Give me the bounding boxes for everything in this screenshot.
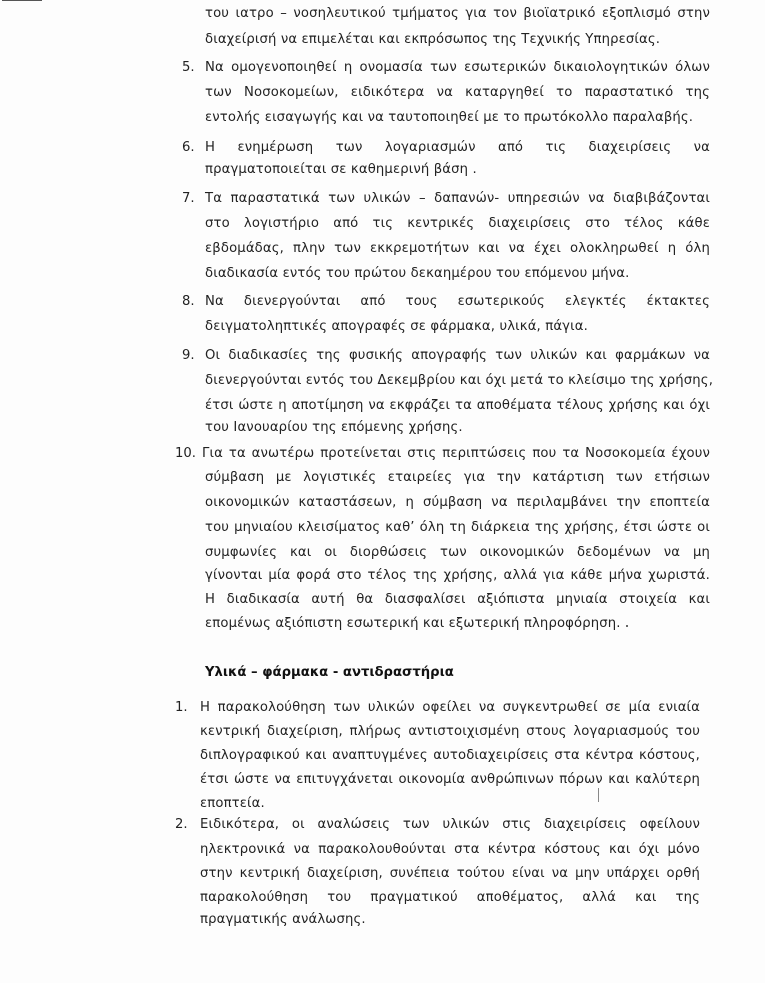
item-number: 1. [175,700,188,715]
item-line: παρακολούθηση του πραγματικού αποθέματος, αλλά και της [200,890,700,905]
item-line: εποπτεία. [200,796,265,811]
section-heading: Υλικά – φάρμακα - αντιδραστήρια [205,665,454,680]
item-number: 2. [175,817,188,832]
item-line: ηλεκτρονικά να παρακολουθούνται στα κέντρα κόστους και όχι μόνο [200,842,700,857]
scan-mark [598,788,599,802]
item-line: του μηνιαίου κλεισίματος καθ’ όλη τη διάρκεια της χρήσης, έτσι ώστε οι [205,520,710,535]
item-number: 9. [182,348,195,363]
scan-speck [626,625,628,627]
item-line: πραγματικής ανάλωσης. [200,912,366,927]
continuation-line-1: του ιατρο – νοσηλευτικού τμήματος για τον βιοϊατρικό εξοπλισμό στην [205,6,710,21]
item-line: συμφωνίες και οι διορθώσεις των οικονομικών δεδομένων να μη [205,545,710,560]
item-number: 6. [182,140,195,155]
item-line: διπλογραφικού και αναπτυγμένες αυτοδιαχειρίσεις στα κέντρα κόστους, [200,748,700,763]
item-line: Η ενημέρωση των λογαριασμών από τις διαχειρίσεις να [205,140,710,155]
item-line: Να διενεργούνται από τους εσωτερικούς ελεγκτές έκτακτες [205,294,710,309]
item-line: των Νοσοκομείων, ειδικότερα να καταργηθεί το παραστατικό της [205,85,710,100]
item-number: 5. [182,60,195,75]
scan-edge-mark [2,0,42,4]
item-line: πραγματοποιείται σε καθημερινή βάση . [205,162,477,177]
item-line: Να ομογενοποιηθεί η ονομασία των εσωτερικών δικαιολογητικών όλων [205,60,710,75]
item-line: του Ιανουαρίου της επόμενης χρήσης. [205,420,463,435]
item-line: δειγματοληπτικές απογραφές σε φάρμακα, υλικά, πάγια. [205,319,588,334]
item-line: Για τα ανωτέρω προτείνεται στις περιπτώσεις που τα Νοσοκομεία έχουν [202,446,710,461]
item-line: διενεργούνται εντός του Δεκεμβρίου και όχι μετά το κλείσιμο της χρήσης, [205,373,714,388]
item-line: επομένως αξιόπιστη εσωτερική και εξωτερική πληροφόρηση. [205,616,621,631]
item-line: κεντρική διαχείριση, πλήρως αντιστοιχισμένη στους λογαριασμούς του [200,724,700,739]
item-line: έτσι ώστε η αποτίμηση να εκφράζει τα αποθέματα τέλους χρήσης και όχι [205,398,710,413]
item-line: σύμβαση με λογιστικές εταιρείες για την κατάρτιση των ετήσιων [205,470,710,485]
item-line: Τα παραστατικά των υλικών – δαπανών- υπηρεσιών να διαβιβάζονται [205,191,710,206]
item-line: στο λογιστήριο από τις κεντρικές διαχειρίσεις στο τέλος κάθε [205,216,710,231]
item-line: εβδομάδας, πλην των εκκρεμοτήτων και να έχει ολοκληρωθεί η όλη [205,241,710,256]
item-line: οικονομικών καταστάσεων, η σύμβαση να περιλαμβάνει την εποπτεία [205,495,710,510]
item-line: Η διαδικασία αυτή θα διασφαλίσει αξιόπιστα μηνιαία στοιχεία και [205,592,710,607]
item-line: διαδικασία εντός του πρώτου δεκαημέρου του επόμενου μήνα. [205,266,630,281]
item-line: Ειδικότερα, οι αναλώσεις των υλικών στις διαχειρίσεις οφείλουν [200,817,700,832]
item-number: 8. [182,294,195,309]
item-line: στην κεντρική διαχείριση, συνέπεια τούτου είναι να μην υπάρχει ορθή [200,866,700,881]
continuation-line-2: διαχείρισή να επιμελέται και εκπρόσωπος της Τεχνικής Υπηρεσίας. [205,32,661,47]
item-line: έτσι ώστε να επιτυγχάνεται οικονομία ανθρώπινων πόρων και καλύτερη [200,772,700,787]
item-line: Οι διαδικασίες της φυσικής απογραφής των υλικών και φαρμάκων να [205,348,710,363]
item-line: Η παρακολούθηση των υλικών οφείλει να συγκεντρωθεί σε μία ενιαία [200,700,700,715]
item-line: εντολής εισαγωγής και να ταυτοποιηθεί με το πρωτόκολλο παραλαβής. [205,110,694,125]
item-number: 7. [182,191,195,206]
item-line: γίνονται μία φορά στο τέλος της χρήσης, αλλά για κάθε μήνα χωριστά. [205,568,710,583]
item-number: 10. [175,446,196,461]
